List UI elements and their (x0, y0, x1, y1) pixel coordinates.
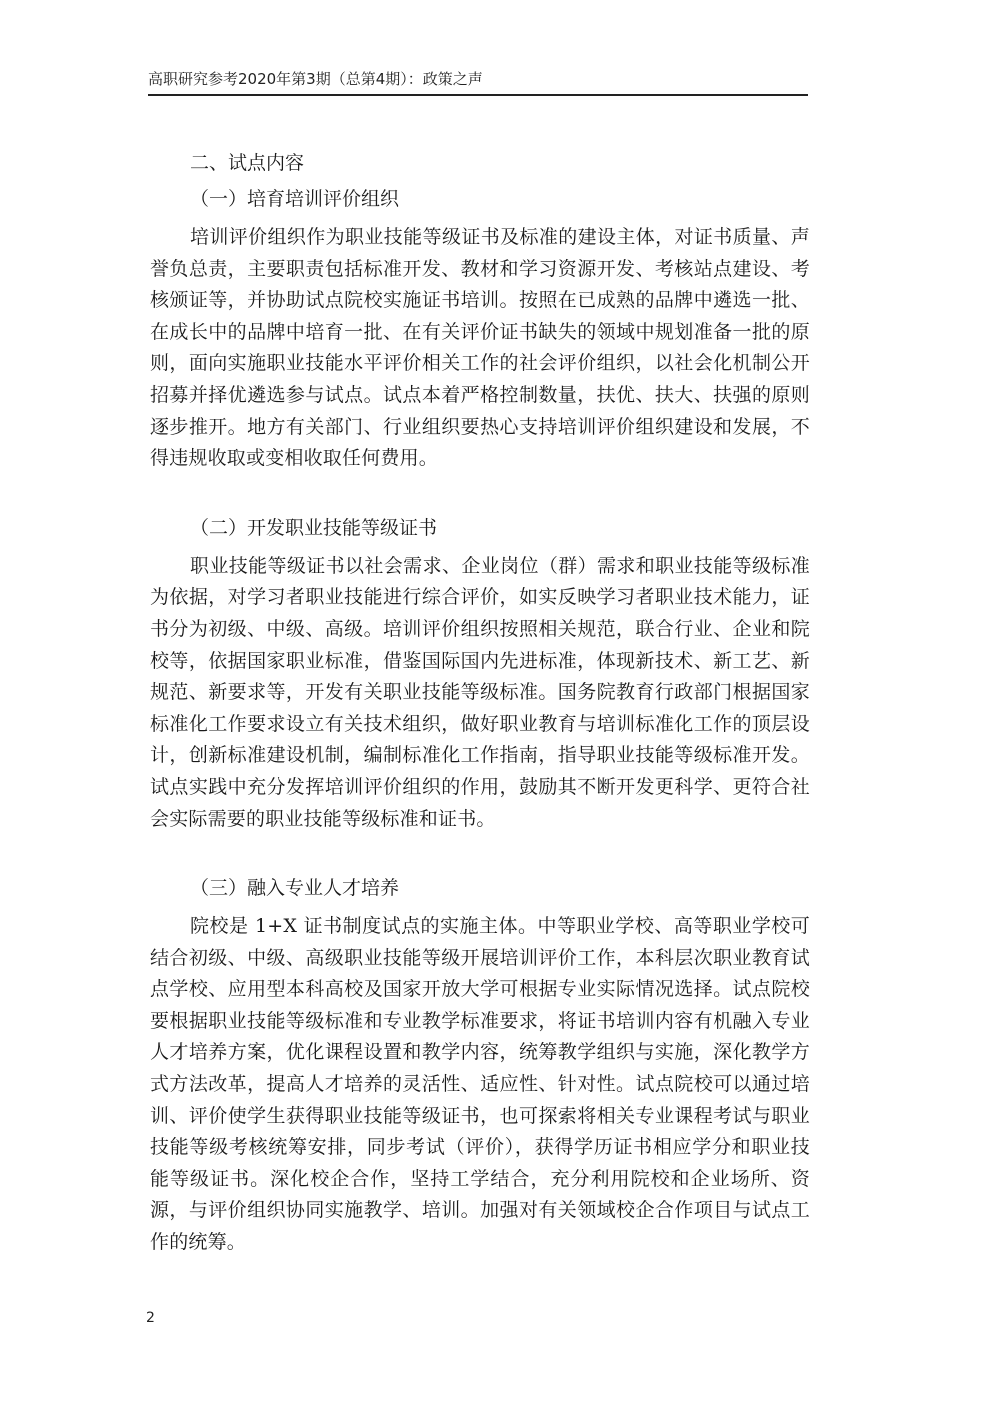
section-gap (150, 835, 810, 873)
paragraph-2: 职业技能等级证书以社会需求、企业岗位（群）需求和职业技能等级标准为依据，对学习者职业技能进行综合评价，如实反映学习者职业技术能力，证书分为初级、中级、高级。培训评价组织按照相关规范，联合行业、企业和院校等，依据国家职业标准，借鉴国际国内先进标准，体现新技术、新工艺、新规范、新要求等，开发有关职业技能等级标准。国务院教育行政部门根据国家标准化工作要求设立有关技术组织，做好职业教育与培训标准化工作的顶层设计，创新标准建设机制，编制标准化工作指南，指导职业技能等级标准开发。试点实践中充分发挥培训评价组织的作用，鼓励其不断开发更科学、更符合社会实际需要的职业技能等级标准和证书。 (150, 554, 810, 830)
paragraph-3: 院校是 1+X 证书制度试点的实施主体。中等职业学校、高等职业学校可结合初级、中级、高级职业技能等级开展培训评价工作，本科层次职业教育试点学校、应用型本科高校及国家开放大学可根据专业实际情况选择。试点院校要根据职业技能等级标准和专业教学标准要求，将证书培训内容有机融入专业人才培养方案，优化课程设置和教学内容，统筹教学组织与实施，深化教学方式方法改革，提高人才培养的灵活性、适应性、针对性。试点院校可以通过培训、评价使学生获得职业技能等级证书，也可探索将相关专业课程考试与职业技能等级考核统筹安排，同步考试（评价），获得学历证书相应学分和职业技能等级证书。深化校企合作，坚持工学结合，充分利用院校和企业场所、资源，与评价组织协同实施教学、培训。加强对有关领域校企合作项目与试点工作的统筹。 (150, 915, 810, 1254)
subsection-heading-3: （三）融入专业人才培养 (190, 877, 400, 900)
paragraph-1: 培训评价组织作为职业技能等级证书及标准的建设主体，对证书质量、声誉负总责，主要职责包括标准开发、教材和学习资源开发、考核站点建设、考核颁证等，并协助试点院校实施证书培训。按照在已成熟的品牌中遴选一批、在成长中的品牌中培育一批、在有关评价证书缺失的领域中规划准备一批的原则，面向实施职业技能水平评价相关工作的社会评价组织，以社会化机制公开招募并择优遴选参与试点。试点本着严格控制数量，扶优、扶大、扶强的原则逐步推开。地方有关部门、行业组织要热心支持培训评价组织建设和发展，不得违规收取或变相收取任何费用。 (150, 226, 810, 470)
subsection-heading-2: （二）开发职业技能等级证书 (190, 516, 438, 539)
section-heading-main: 二、试点内容 (190, 152, 305, 174)
running-header: 高职研究参考2020年第3期（总第4期）：政策之声 (148, 70, 483, 88)
page-number: 2 (146, 1310, 155, 1326)
header-rule (148, 94, 808, 96)
document-body (150, 148, 810, 1259)
section-gap (150, 475, 810, 513)
subsection-heading-1: （一）培育培训评价组织 (190, 188, 400, 210)
